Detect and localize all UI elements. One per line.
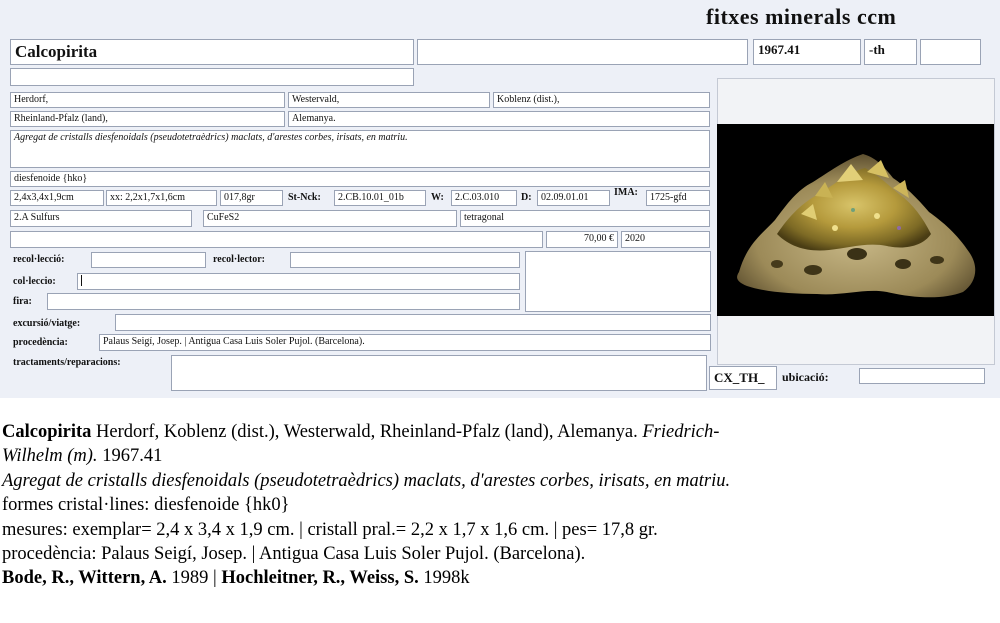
location-label: ubicació: bbox=[782, 370, 829, 384]
recollection-field[interactable] bbox=[91, 252, 206, 268]
ima-code-field[interactable]: 1725-gfd bbox=[646, 190, 710, 206]
summary-measures: mesures: exemplar= 2,4 x 3,4 x 1,9 cm. | cristall pral.= 2,2 x 1,7 x 1,6 cm. | pes= 17,8 gr. bbox=[2, 519, 658, 540]
ima-label: IMA: bbox=[614, 187, 638, 198]
locality-country-field[interactable]: Alemanya. bbox=[288, 111, 710, 127]
class-field[interactable]: 2.A Sulfurs bbox=[10, 210, 192, 227]
year-field[interactable]: 2020 bbox=[621, 231, 710, 248]
reference-2-authors: Hochleitner, R., Weiss, S. bbox=[221, 568, 419, 589]
provenance-label: procedència: bbox=[13, 337, 68, 348]
collection-notes-box[interactable] bbox=[525, 251, 711, 312]
fira-field[interactable] bbox=[47, 293, 520, 310]
summary-forms: formes cristal·lines: diesfenoide {hk0} bbox=[2, 495, 290, 516]
strunz-label: St-Nck: bbox=[288, 192, 321, 203]
specimen-size-field[interactable]: 2,4x3,4x1,9cm bbox=[10, 190, 104, 206]
summary-species: Calcopirita bbox=[2, 422, 92, 442]
summary-locality: Herdorf, Koblenz (dist.), Westerwald, Rheinland-Pfalz (land), Alemanya. bbox=[91, 422, 643, 442]
location-field[interactable] bbox=[859, 368, 985, 384]
treatments-field[interactable] bbox=[171, 355, 707, 391]
d-code-field[interactable]: 02.09.01.01 bbox=[537, 190, 610, 206]
reference-1-year: 1989 | bbox=[166, 568, 222, 589]
crystal-size-field[interactable]: xx: 2,2x1,7x1,6cm bbox=[106, 190, 217, 206]
variety-field[interactable] bbox=[10, 68, 414, 86]
species-field[interactable]: Calcopirita bbox=[10, 39, 414, 65]
summary-name-part-b: Wilhelm (m). bbox=[2, 446, 98, 467]
box-field[interactable]: CX_TH_ bbox=[709, 366, 777, 390]
summary-line-2 bbox=[2, 444, 998, 468]
crystal-form-field[interactable]: diesfenoide {hko} bbox=[10, 171, 710, 187]
provenance-field[interactable]: Palaus Seigí, Josep. | Antigua Casa Luis Soler Pujol. (Barcelona). bbox=[99, 334, 711, 351]
crystal-system-field[interactable]: tetragonal bbox=[460, 210, 710, 227]
collection-label: col·leccio: bbox=[13, 276, 56, 287]
summary-name-part-a: Friedrich- bbox=[642, 422, 720, 442]
collector-label: recol·lector: bbox=[213, 254, 266, 265]
summary-references bbox=[2, 566, 998, 590]
catalog-extra-field[interactable] bbox=[920, 39, 981, 65]
treatments-label: tractaments/reparacions: bbox=[13, 357, 121, 368]
strunz-code-field[interactable]: 2.CB.10.01_01b bbox=[334, 190, 426, 206]
locality-state-field[interactable]: Rheinland-Pfalz (land), bbox=[10, 111, 285, 127]
summary-catalog: 1967.41 bbox=[97, 446, 163, 467]
reference-2-year: 1998k bbox=[418, 568, 470, 589]
specimen-summary bbox=[2, 420, 998, 591]
trip-label: excursió/viatge: bbox=[13, 318, 81, 329]
catalog-number-field[interactable]: 1967.41 bbox=[753, 39, 861, 65]
specimen-photo bbox=[717, 124, 994, 316]
locality-region-field[interactable]: Westervald, bbox=[288, 92, 490, 108]
species-extra-field[interactable] bbox=[417, 39, 748, 65]
trip-field[interactable] bbox=[115, 314, 711, 331]
notes-field[interactable] bbox=[10, 231, 543, 248]
price-field[interactable]: 70,00 € bbox=[546, 231, 618, 248]
d-label: D: bbox=[521, 192, 532, 203]
fira-label: fira: bbox=[13, 296, 32, 307]
collection-field[interactable] bbox=[77, 273, 520, 290]
catalog-suffix-field[interactable]: -th bbox=[864, 39, 917, 65]
locality-town-field[interactable]: Herdorf, bbox=[10, 92, 285, 108]
site-title: fitxes minerals ccm bbox=[706, 4, 897, 29]
reference-1-authors: Bode, R., Wittern, A. bbox=[2, 568, 167, 589]
weight-field[interactable]: 017,8gr bbox=[220, 190, 283, 206]
description-field[interactable]: Agregat de cristalls diesfenoidals (pseudotetraèdrics) maclats, d'arestes corbes, irisats, en matriu. bbox=[10, 130, 710, 168]
w-label: W: bbox=[431, 192, 444, 203]
w-code-field[interactable]: 2.C.03.010 bbox=[451, 190, 517, 206]
summary-line-1 bbox=[2, 420, 998, 444]
summary-description: Agregat de cristalls diesfenoidals (pseudotetraèdrics) maclats, d'arestes corbes, irisats, en matriu. bbox=[2, 470, 731, 491]
recollection-label: recol·lecció: bbox=[13, 254, 65, 265]
collector-field[interactable] bbox=[290, 252, 520, 268]
text-cursor bbox=[81, 275, 82, 286]
summary-provenance: procedència: Palaus Seigí, Josep. | Antigua Casa Luis Soler Pujol. (Barcelona). bbox=[2, 544, 586, 565]
formula-field[interactable]: CuFeS2 bbox=[203, 210, 457, 227]
locality-district-field[interactable]: Koblenz (dist.), bbox=[493, 92, 710, 108]
